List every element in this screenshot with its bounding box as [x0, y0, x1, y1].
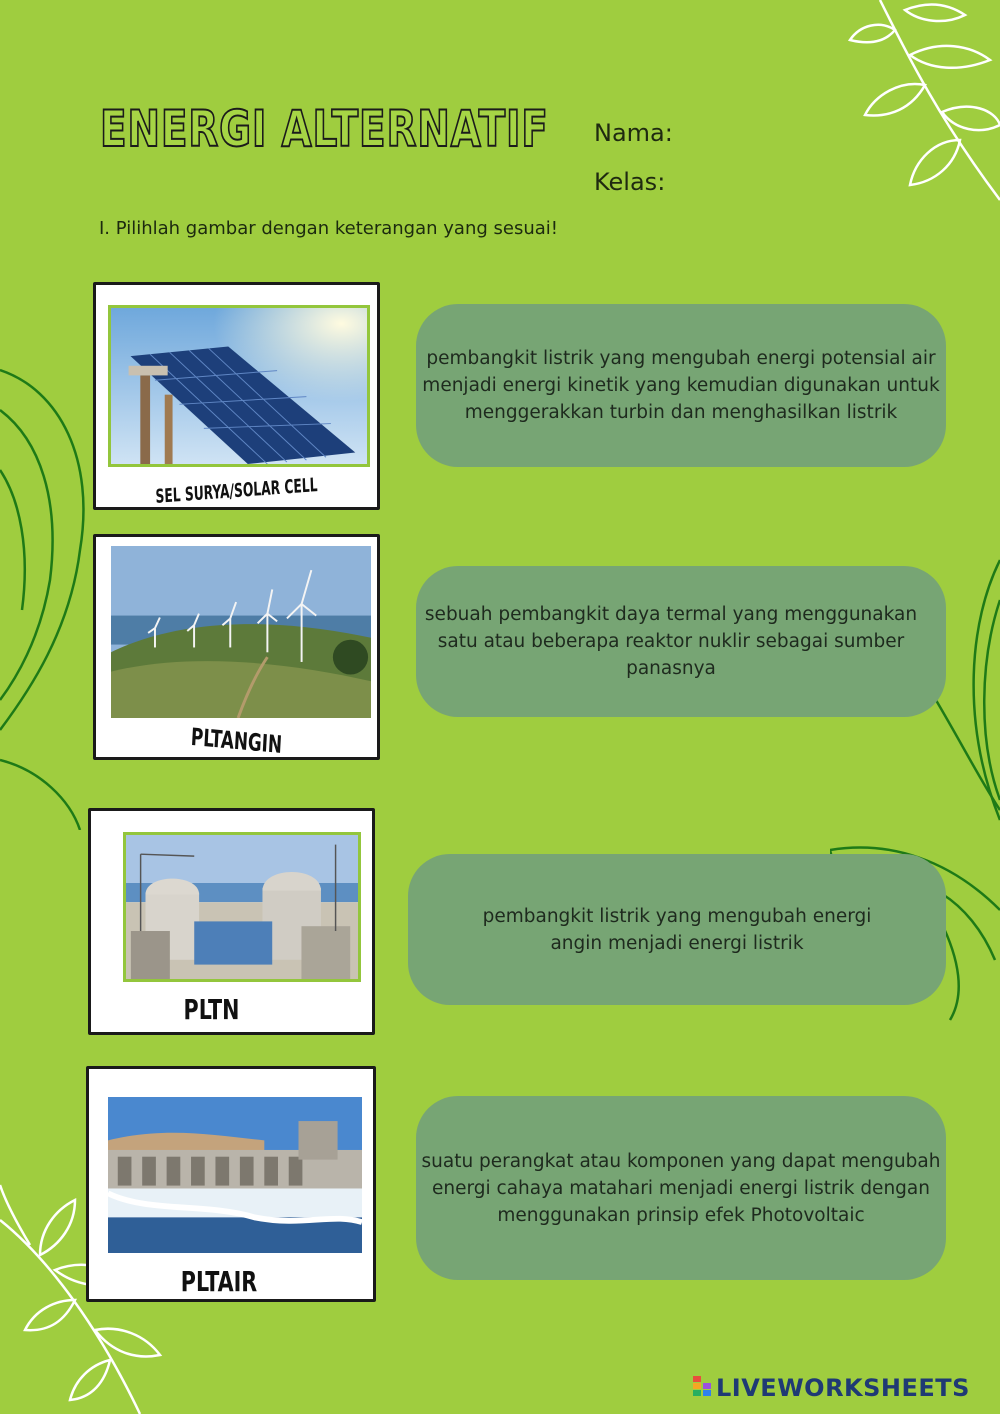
page-title: ENERGI ALTERNATIF: [100, 100, 549, 158]
photo-caption-hydro: PLTAIR: [180, 1265, 258, 1298]
description-text-4: suatu perangkat atau komponen yang dapat mengubah energi cahaya matahari menjadi energi listrik dengan menggunakan prinsip efek Photovoltaic: [421, 1150, 941, 1226]
nuclear-plant-photo: [123, 832, 361, 982]
description-card-3[interactable]: [408, 854, 946, 1005]
photo-caption-wind: PLTANGIN: [190, 722, 283, 760]
hydro-dam-photo: [105, 1094, 365, 1256]
photo-caption-nuclear: PLTN: [183, 993, 240, 1026]
description-card-1[interactable]: [416, 304, 946, 467]
photo-card-wind[interactable]: [93, 534, 380, 760]
description-card-4[interactable]: [416, 1096, 946, 1280]
description-text-3: pembangkit listrik yang mengubah energi angin menjadi energi listrik: [482, 905, 872, 954]
liveworksheets-brand[interactable]: [692, 1374, 970, 1402]
description-card-2[interactable]: [416, 566, 946, 717]
photo-card-solar[interactable]: [93, 282, 380, 510]
brand-name: LIVEWORKSHEETS: [716, 1374, 970, 1402]
name-label: Nama:: [594, 119, 673, 147]
wind-turbines-photo: [108, 543, 374, 721]
instruction-text: I. Pilihlah gambar dengan keterangan yang sesuai!: [99, 218, 558, 239]
solar-panel-photo: [108, 305, 370, 467]
description-text-1: pembangkit listrik yang mengubah energi potensial air menjadi energi kinetik yang kemudian digunakan untuk menggerakkan turbin dan menghasilkan listrik: [422, 348, 940, 423]
photo-card-hydro[interactable]: [86, 1066, 376, 1302]
leaf-decoration-top-right: [820, 0, 1000, 260]
class-label: Kelas:: [594, 168, 666, 196]
photo-caption-solar: SEL SURYA/SOLAR CELL: [155, 474, 318, 508]
liveworksheets-logo-icon: [692, 1375, 714, 1401]
description-text-2: sebuah pembangkit daya termal yang menggunakan satu atau beberapa reaktor nuklir sebagai sumber panasnya: [424, 604, 918, 679]
photo-card-nuclear[interactable]: [88, 808, 375, 1035]
